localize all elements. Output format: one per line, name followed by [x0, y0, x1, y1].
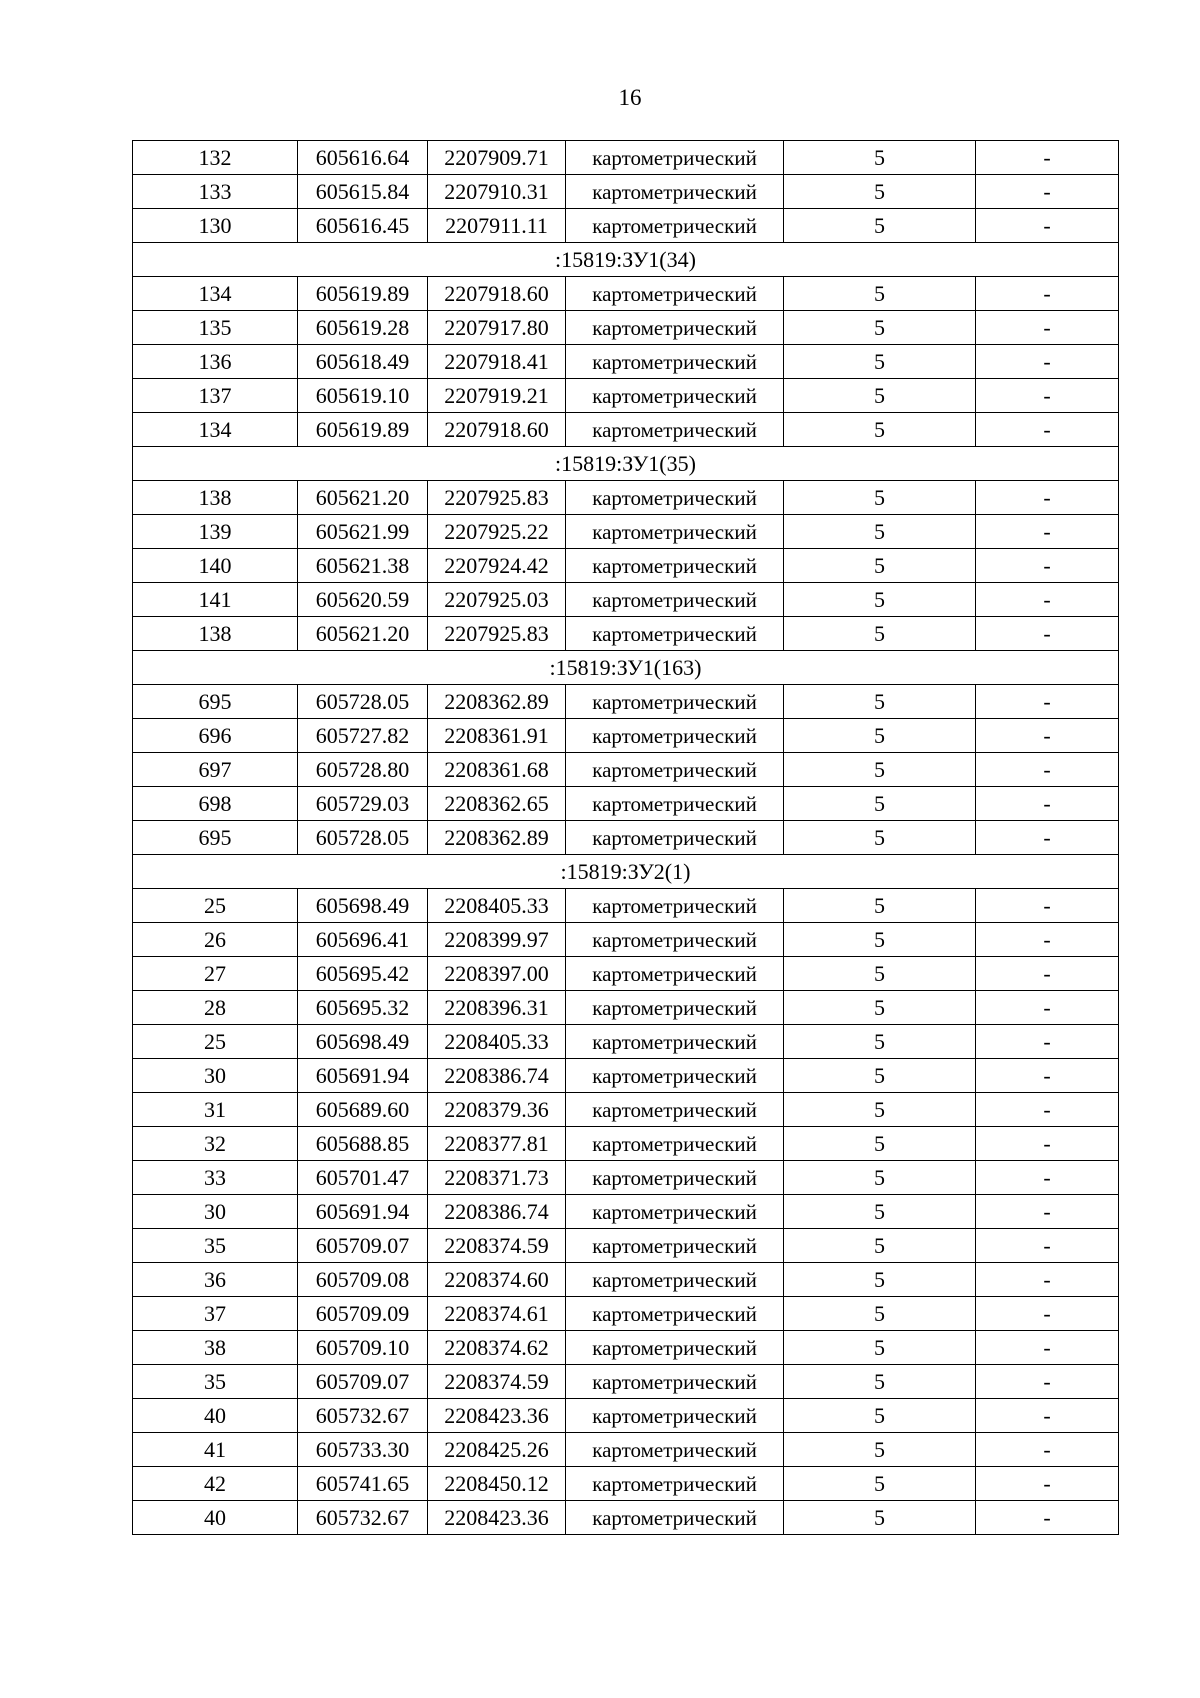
point-number-cell: 35 — [133, 1365, 298, 1399]
accuracy-cell: 5 — [784, 685, 976, 719]
x-coordinate-cell: 605698.49 — [298, 889, 428, 923]
accuracy-cell: 5 — [784, 1297, 976, 1331]
accuracy-cell: 5 — [784, 617, 976, 651]
y-coordinate-cell: 2207925.22 — [428, 515, 566, 549]
y-coordinate-cell: 2208396.31 — [428, 991, 566, 1025]
point-number-cell: 135 — [133, 311, 298, 345]
table-row — [133, 1297, 1119, 1331]
method-cell: картометрический — [566, 1093, 784, 1127]
point-number-cell: 139 — [133, 515, 298, 549]
x-coordinate-cell: 605733.30 — [298, 1433, 428, 1467]
table-row — [133, 889, 1119, 923]
x-coordinate-cell: 605709.07 — [298, 1229, 428, 1263]
point-number-cell: 33 — [133, 1161, 298, 1195]
description-cell: - — [976, 923, 1119, 957]
description-cell: - — [976, 549, 1119, 583]
accuracy-cell: 5 — [784, 957, 976, 991]
y-coordinate-cell: 2208362.89 — [428, 821, 566, 855]
method-cell: картометрический — [566, 277, 784, 311]
method-cell: картометрический — [566, 583, 784, 617]
method-cell: картометрический — [566, 1229, 784, 1263]
point-number-cell: 134 — [133, 413, 298, 447]
method-cell: картометрический — [566, 991, 784, 1025]
accuracy-cell: 5 — [784, 1127, 976, 1161]
y-coordinate-cell: 2208397.00 — [428, 957, 566, 991]
point-number-cell: 32 — [133, 1127, 298, 1161]
section-header-row — [133, 243, 1119, 277]
point-number-cell: 133 — [133, 175, 298, 209]
method-cell: картометрический — [566, 1433, 784, 1467]
y-coordinate-cell: 2207909.71 — [428, 141, 566, 175]
table-row — [133, 957, 1119, 991]
point-number-cell: 27 — [133, 957, 298, 991]
y-coordinate-cell: 2207918.60 — [428, 277, 566, 311]
x-coordinate-cell: 605616.45 — [298, 209, 428, 243]
accuracy-cell: 5 — [784, 753, 976, 787]
description-cell: - — [976, 617, 1119, 651]
x-coordinate-cell: 605621.99 — [298, 515, 428, 549]
x-coordinate-cell: 605616.64 — [298, 141, 428, 175]
point-number-cell: 141 — [133, 583, 298, 617]
x-coordinate-cell: 605741.65 — [298, 1467, 428, 1501]
x-coordinate-cell: 605728.05 — [298, 685, 428, 719]
method-cell: картометрический — [566, 209, 784, 243]
x-coordinate-cell: 605619.89 — [298, 277, 428, 311]
description-cell: - — [976, 413, 1119, 447]
accuracy-cell: 5 — [784, 787, 976, 821]
point-number-cell: 695 — [133, 821, 298, 855]
table-row — [133, 481, 1119, 515]
table-row — [133, 549, 1119, 583]
coordinates-table-body — [133, 141, 1119, 1535]
y-coordinate-cell: 2208361.91 — [428, 719, 566, 753]
x-coordinate-cell: 605729.03 — [298, 787, 428, 821]
method-cell: картометрический — [566, 1127, 784, 1161]
accuracy-cell: 5 — [784, 1229, 976, 1263]
x-coordinate-cell: 605728.80 — [298, 753, 428, 787]
table-row — [133, 1365, 1119, 1399]
table-row — [133, 1467, 1119, 1501]
method-cell: картометрический — [566, 1195, 784, 1229]
method-cell: картометрический — [566, 1059, 784, 1093]
x-coordinate-cell: 605732.67 — [298, 1501, 428, 1535]
accuracy-cell: 5 — [784, 1263, 976, 1297]
y-coordinate-cell: 2208386.74 — [428, 1059, 566, 1093]
x-coordinate-cell: 605709.10 — [298, 1331, 428, 1365]
accuracy-cell: 5 — [784, 583, 976, 617]
method-cell: картометрический — [566, 617, 784, 651]
description-cell: - — [976, 141, 1119, 175]
description-cell: - — [976, 1331, 1119, 1365]
method-cell: картометрический — [566, 311, 784, 345]
method-cell: картометрический — [566, 923, 784, 957]
accuracy-cell: 5 — [784, 481, 976, 515]
table-row — [133, 379, 1119, 413]
description-cell: - — [976, 277, 1119, 311]
method-cell: картометрический — [566, 1399, 784, 1433]
section-title-cell: :15819:ЗУ1(34) — [133, 243, 1119, 277]
accuracy-cell: 5 — [784, 1399, 976, 1433]
x-coordinate-cell: 605691.94 — [298, 1059, 428, 1093]
table-row — [133, 1263, 1119, 1297]
accuracy-cell: 5 — [784, 515, 976, 549]
y-coordinate-cell: 2208374.59 — [428, 1229, 566, 1263]
accuracy-cell: 5 — [784, 1365, 976, 1399]
y-coordinate-cell: 2208374.60 — [428, 1263, 566, 1297]
accuracy-cell: 5 — [784, 209, 976, 243]
method-cell: картометрический — [566, 889, 784, 923]
point-number-cell: 42 — [133, 1467, 298, 1501]
y-coordinate-cell: 2208425.26 — [428, 1433, 566, 1467]
y-coordinate-cell: 2208423.36 — [428, 1399, 566, 1433]
x-coordinate-cell: 605621.20 — [298, 481, 428, 515]
y-coordinate-cell: 2208371.73 — [428, 1161, 566, 1195]
accuracy-cell: 5 — [784, 549, 976, 583]
section-header-row — [133, 651, 1119, 685]
x-coordinate-cell: 605696.41 — [298, 923, 428, 957]
table-row — [133, 753, 1119, 787]
method-cell: картометрический — [566, 685, 784, 719]
point-number-cell: 136 — [133, 345, 298, 379]
description-cell: - — [976, 1059, 1119, 1093]
description-cell: - — [976, 175, 1119, 209]
table-row — [133, 1399, 1119, 1433]
accuracy-cell: 5 — [784, 1467, 976, 1501]
y-coordinate-cell: 2207910.31 — [428, 175, 566, 209]
method-cell: картометрический — [566, 1161, 784, 1195]
method-cell: картометрический — [566, 1331, 784, 1365]
y-coordinate-cell: 2208361.68 — [428, 753, 566, 787]
description-cell: - — [976, 1433, 1119, 1467]
table-row — [133, 787, 1119, 821]
table-row — [133, 1433, 1119, 1467]
x-coordinate-cell: 605691.94 — [298, 1195, 428, 1229]
point-number-cell: 138 — [133, 481, 298, 515]
point-number-cell: 37 — [133, 1297, 298, 1331]
y-coordinate-cell: 2207925.83 — [428, 481, 566, 515]
point-number-cell: 25 — [133, 889, 298, 923]
point-number-cell: 31 — [133, 1093, 298, 1127]
description-cell: - — [976, 991, 1119, 1025]
accuracy-cell: 5 — [784, 1433, 976, 1467]
method-cell: картометрический — [566, 1263, 784, 1297]
coordinates-table — [132, 140, 1119, 1535]
y-coordinate-cell: 2207919.21 — [428, 379, 566, 413]
accuracy-cell: 5 — [784, 821, 976, 855]
point-number-cell: 140 — [133, 549, 298, 583]
method-cell: картометрический — [566, 481, 784, 515]
section-title-cell: :15819:ЗУ2(1) — [133, 855, 1119, 889]
accuracy-cell: 5 — [784, 1501, 976, 1535]
table-row — [133, 617, 1119, 651]
y-coordinate-cell: 2208399.97 — [428, 923, 566, 957]
accuracy-cell: 5 — [784, 1195, 976, 1229]
point-number-cell: 698 — [133, 787, 298, 821]
method-cell: картометрический — [566, 379, 784, 413]
accuracy-cell: 5 — [784, 889, 976, 923]
description-cell: - — [976, 1229, 1119, 1263]
description-cell: - — [976, 209, 1119, 243]
table-row — [133, 991, 1119, 1025]
method-cell: картометрический — [566, 549, 784, 583]
point-number-cell: 697 — [133, 753, 298, 787]
table-row — [133, 311, 1119, 345]
point-number-cell: 26 — [133, 923, 298, 957]
x-coordinate-cell: 605709.09 — [298, 1297, 428, 1331]
table-row — [133, 515, 1119, 549]
accuracy-cell: 5 — [784, 311, 976, 345]
accuracy-cell: 5 — [784, 1025, 976, 1059]
description-cell: - — [976, 1161, 1119, 1195]
point-number-cell: 28 — [133, 991, 298, 1025]
x-coordinate-cell: 605688.85 — [298, 1127, 428, 1161]
point-number-cell: 25 — [133, 1025, 298, 1059]
x-coordinate-cell: 605695.42 — [298, 957, 428, 991]
table-row — [133, 413, 1119, 447]
point-number-cell: 30 — [133, 1059, 298, 1093]
y-coordinate-cell: 2208405.33 — [428, 1025, 566, 1059]
table-row — [133, 1093, 1119, 1127]
x-coordinate-cell: 605620.59 — [298, 583, 428, 617]
method-cell: картометрический — [566, 787, 784, 821]
description-cell: - — [976, 379, 1119, 413]
point-number-cell: 134 — [133, 277, 298, 311]
point-number-cell: 36 — [133, 1263, 298, 1297]
method-cell: картометрический — [566, 175, 784, 209]
y-coordinate-cell: 2208377.81 — [428, 1127, 566, 1161]
accuracy-cell: 5 — [784, 1331, 976, 1365]
y-coordinate-cell: 2208362.89 — [428, 685, 566, 719]
table-row — [133, 1501, 1119, 1535]
point-number-cell: 30 — [133, 1195, 298, 1229]
description-cell: - — [976, 311, 1119, 345]
description-cell: - — [976, 685, 1119, 719]
description-cell: - — [976, 515, 1119, 549]
y-coordinate-cell: 2208423.36 — [428, 1501, 566, 1535]
method-cell: картометрический — [566, 1467, 784, 1501]
point-number-cell: 132 — [133, 141, 298, 175]
section-title-cell: :15819:ЗУ1(35) — [133, 447, 1119, 481]
table-row — [133, 821, 1119, 855]
method-cell: картометрический — [566, 1025, 784, 1059]
point-number-cell: 38 — [133, 1331, 298, 1365]
point-number-cell: 40 — [133, 1501, 298, 1535]
y-coordinate-cell: 2208374.62 — [428, 1331, 566, 1365]
method-cell: картометрический — [566, 719, 784, 753]
x-coordinate-cell: 605698.49 — [298, 1025, 428, 1059]
y-coordinate-cell: 2207924.42 — [428, 549, 566, 583]
y-coordinate-cell: 2207925.83 — [428, 617, 566, 651]
description-cell: - — [976, 1365, 1119, 1399]
description-cell: - — [976, 1297, 1119, 1331]
y-coordinate-cell: 2208374.59 — [428, 1365, 566, 1399]
method-cell: картометрический — [566, 821, 784, 855]
accuracy-cell: 5 — [784, 1093, 976, 1127]
x-coordinate-cell: 605709.08 — [298, 1263, 428, 1297]
method-cell: картометрический — [566, 141, 784, 175]
method-cell: картометрический — [566, 515, 784, 549]
point-number-cell: 695 — [133, 685, 298, 719]
x-coordinate-cell: 605621.38 — [298, 549, 428, 583]
accuracy-cell: 5 — [784, 1059, 976, 1093]
method-cell: картометрический — [566, 1501, 784, 1535]
section-header-row — [133, 855, 1119, 889]
description-cell: - — [976, 481, 1119, 515]
method-cell: картометрический — [566, 1365, 784, 1399]
y-coordinate-cell: 2207918.41 — [428, 345, 566, 379]
table-row — [133, 345, 1119, 379]
method-cell: картометрический — [566, 753, 784, 787]
x-coordinate-cell: 605619.89 — [298, 413, 428, 447]
description-cell: - — [976, 1399, 1119, 1433]
accuracy-cell: 5 — [784, 991, 976, 1025]
description-cell: - — [976, 583, 1119, 617]
x-coordinate-cell: 605618.49 — [298, 345, 428, 379]
point-number-cell: 40 — [133, 1399, 298, 1433]
accuracy-cell: 5 — [784, 1161, 976, 1195]
table-row — [133, 719, 1119, 753]
description-cell: - — [976, 821, 1119, 855]
page-number: 16 — [618, 85, 642, 110]
accuracy-cell: 5 — [784, 277, 976, 311]
table-row — [133, 209, 1119, 243]
table-row — [133, 277, 1119, 311]
table-row — [133, 1229, 1119, 1263]
x-coordinate-cell: 605619.28 — [298, 311, 428, 345]
description-cell: - — [976, 1127, 1119, 1161]
table-row — [133, 923, 1119, 957]
y-coordinate-cell: 2208386.74 — [428, 1195, 566, 1229]
point-number-cell: 138 — [133, 617, 298, 651]
y-coordinate-cell: 2208362.65 — [428, 787, 566, 821]
y-coordinate-cell: 2208450.12 — [428, 1467, 566, 1501]
y-coordinate-cell: 2208374.61 — [428, 1297, 566, 1331]
method-cell: картометрический — [566, 957, 784, 991]
description-cell: - — [976, 1025, 1119, 1059]
description-cell: - — [976, 1467, 1119, 1501]
description-cell: - — [976, 889, 1119, 923]
x-coordinate-cell: 605615.84 — [298, 175, 428, 209]
table-row — [133, 175, 1119, 209]
point-number-cell: 41 — [133, 1433, 298, 1467]
accuracy-cell: 5 — [784, 413, 976, 447]
table-row — [133, 1059, 1119, 1093]
y-coordinate-cell: 2207925.03 — [428, 583, 566, 617]
table-row — [133, 685, 1119, 719]
description-cell: - — [976, 1263, 1119, 1297]
point-number-cell: 130 — [133, 209, 298, 243]
x-coordinate-cell: 605727.82 — [298, 719, 428, 753]
table-row — [133, 1025, 1119, 1059]
table-row — [133, 141, 1119, 175]
description-cell: - — [976, 1501, 1119, 1535]
description-cell: - — [976, 787, 1119, 821]
description-cell: - — [976, 753, 1119, 787]
accuracy-cell: 5 — [784, 345, 976, 379]
description-cell: - — [976, 1195, 1119, 1229]
description-cell: - — [976, 719, 1119, 753]
description-cell: - — [976, 1093, 1119, 1127]
x-coordinate-cell: 605728.05 — [298, 821, 428, 855]
method-cell: картометрический — [566, 1297, 784, 1331]
y-coordinate-cell: 2207911.11 — [428, 209, 566, 243]
accuracy-cell: 5 — [784, 175, 976, 209]
table-row — [133, 583, 1119, 617]
x-coordinate-cell: 605732.67 — [298, 1399, 428, 1433]
y-coordinate-cell: 2208379.36 — [428, 1093, 566, 1127]
method-cell: картометрический — [566, 345, 784, 379]
x-coordinate-cell: 605621.20 — [298, 617, 428, 651]
accuracy-cell: 5 — [784, 719, 976, 753]
section-header-row — [133, 447, 1119, 481]
x-coordinate-cell: 605619.10 — [298, 379, 428, 413]
description-cell: - — [976, 345, 1119, 379]
table-row — [133, 1161, 1119, 1195]
accuracy-cell: 5 — [784, 141, 976, 175]
table-row — [133, 1331, 1119, 1365]
accuracy-cell: 5 — [784, 923, 976, 957]
y-coordinate-cell: 2207918.60 — [428, 413, 566, 447]
point-number-cell: 137 — [133, 379, 298, 413]
section-title-cell: :15819:ЗУ1(163) — [133, 651, 1119, 685]
y-coordinate-cell: 2207917.80 — [428, 311, 566, 345]
description-cell: - — [976, 957, 1119, 991]
x-coordinate-cell: 605689.60 — [298, 1093, 428, 1127]
x-coordinate-cell: 605695.32 — [298, 991, 428, 1025]
accuracy-cell: 5 — [784, 379, 976, 413]
point-number-cell: 35 — [133, 1229, 298, 1263]
point-number-cell: 696 — [133, 719, 298, 753]
table-row — [133, 1127, 1119, 1161]
method-cell: картометрический — [566, 413, 784, 447]
table-row — [133, 1195, 1119, 1229]
x-coordinate-cell: 605701.47 — [298, 1161, 428, 1195]
x-coordinate-cell: 605709.07 — [298, 1365, 428, 1399]
y-coordinate-cell: 2208405.33 — [428, 889, 566, 923]
